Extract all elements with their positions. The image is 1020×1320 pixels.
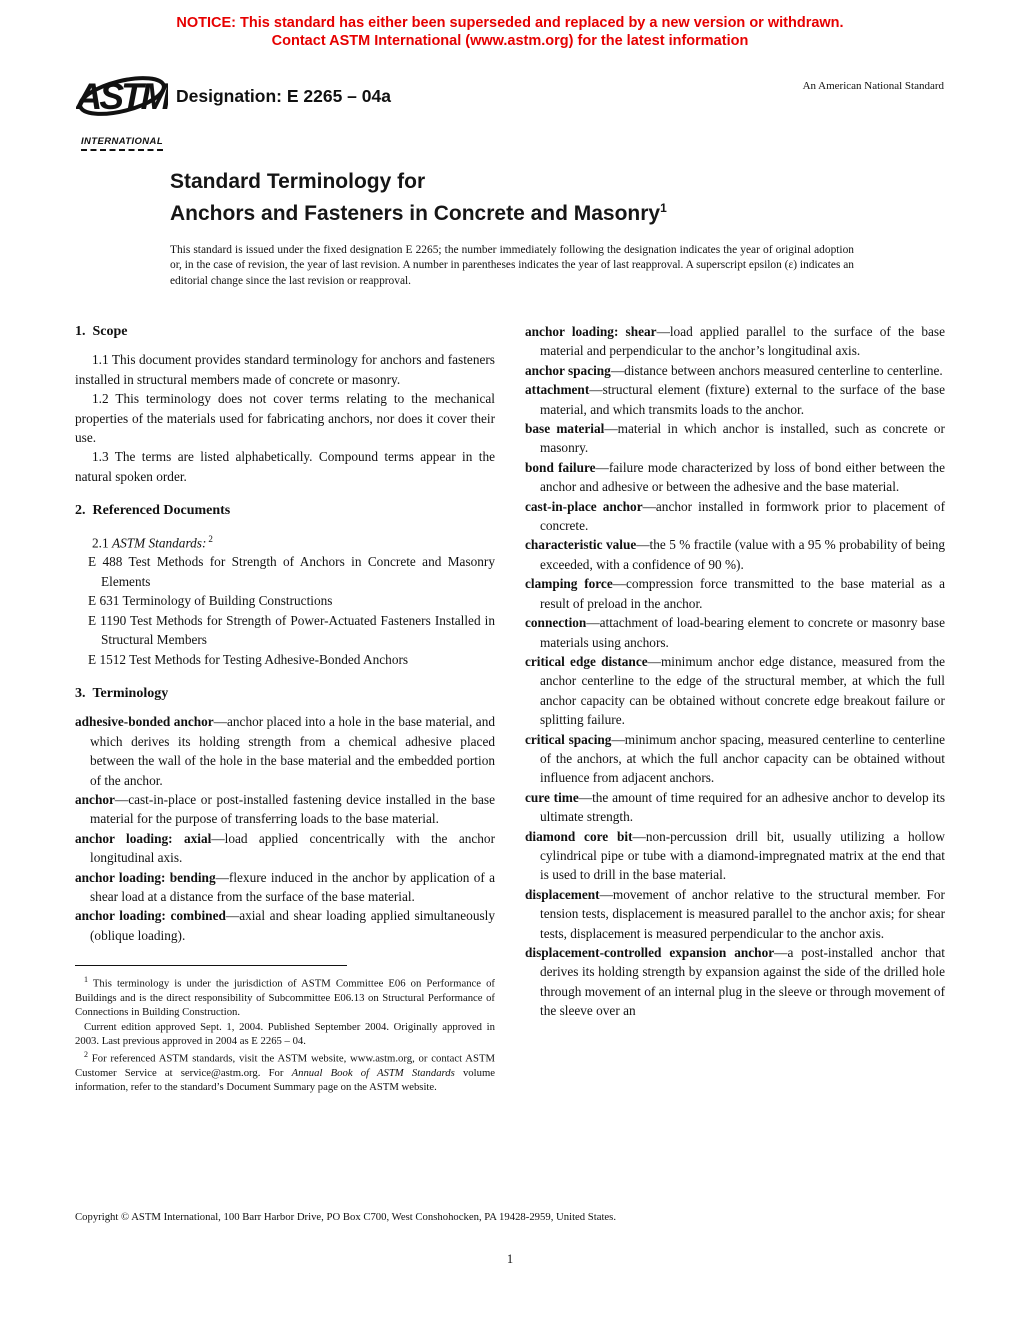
- astm-standards-lead-in: 2.1 ASTM Standards: $^2$: [92, 533, 213, 551]
- term-entry: displacement—movement of anchor relative to the structural member. For tension tests, displacement is measured parallel to the anchor axis; for shear tests, displacement is measured perpendicular to the anchor axis.: [525, 886, 945, 941]
- superseded-notice: [0, 15, 1020, 50]
- issuance-note: This standard is issued under the fixed designation E 2265; the number immediately following the designation indicates the year of original adoption or, in the case of revision, the year of last revision. A number in parentheses indicates the year of last reapproval. A superscript epsilon (ε) indicates an editorial change since the last revision or reapproval.: [170, 244, 854, 287]
- notice-line-2: Contact ASTM International (www.astm.org) for the latest information: [271, 32, 749, 49]
- astm-logo: [74, 68, 170, 151]
- astm-logo-international-label: INTERNATIONAL: [81, 136, 163, 151]
- term-entry: anchor loading: shear—load applied parallel to the surface of the base material and perpendicular to the anchor’s longitudinal axis.: [525, 324, 945, 359]
- american-national-standard-label: An American National Standard: [802, 80, 944, 92]
- term-entry: anchor loading: combined—axial and shear loading applied simultaneously (oblique loading).: [75, 908, 495, 943]
- referenced-standard: E 1190 Test Methods for Strength of Power-Actuated Fasteners Installed in Structural Members: [88, 612, 495, 648]
- title-footnote-marker: 1: [660, 201, 667, 215]
- left-column: [75, 322, 495, 1095]
- term-entry: diamond core bit—non-percussion drill bit, usually utilizing a hollow cylindrical pipe or tube with a diamond-impregnated matrix at the end that is used to drill in the base material.: [525, 828, 945, 883]
- scope-paragraph-1-2: 1.2 This terminology does not cover terms relating to the mechanical properties of the materials used for fabricating anchors, nor does it cover their use.: [75, 391, 495, 446]
- term-entry: bond failure—failure mode characterized by loss of bond either between the anchor and adhesive or between the adhesive and the base material.: [525, 459, 945, 495]
- term-entry: anchor—cast-in-place or post-installed fastening device installed in the base material for the purpose of transferring loads to the base material.: [75, 791, 495, 827]
- section-heading-referenced-documents: 2. Referenced Documents: [75, 503, 231, 519]
- term-entry: anchor loading: axial—load applied concentrically with the anchor longitudinal axis.: [75, 830, 495, 866]
- term-entry: critical edge distance—minimum anchor edge distance, measured from the anchor centerline to the edge of the structural member, at which the full anchor capacity can be obtained without concrete edge breakout failure or splitting failure.: [525, 653, 945, 728]
- referenced-footnote-marker: 2: [208, 533, 213, 544]
- right-column: [525, 322, 945, 1095]
- footnote-divider: [75, 965, 347, 966]
- scope-paragraph-1-1: 1.1 This document provides standard terminology for anchors and fasteners installed in structural members made of concrete or masonry.: [75, 352, 495, 387]
- section-heading-terminology: 3. Terminology: [75, 685, 169, 701]
- section-heading-scope: 1. Scope: [75, 324, 128, 339]
- footnote-edition: Current edition approved Sept. 1, 2004. Published September 2004. Originally approved in 2003. Last previous approved in 2004 as E 2265 – 04.: [75, 1020, 495, 1047]
- footnote-1: $^1$ This terminology is under the jurisdiction of ASTM Committee E06 on Performance of Buildings and is the direct responsibility of Subcommittee E06.13 on Structural Performance of Connections in Building Construction.: [75, 975, 495, 1019]
- term-entry: anchor spacing—distance between anchors measured centerline to centerline.: [525, 362, 943, 378]
- term-entry: cure time—the amount of time required for an adhesive anchor to develop its ultimate strength.: [525, 789, 945, 825]
- astm-globe-icon: [76, 68, 168, 126]
- title-line-2: Anchors and Fasteners in Concrete and Masonry$^1$: [170, 201, 667, 225]
- term-entry: cast-in-place anchor—anchor installed in formwork prior to placement of concrete.: [525, 498, 946, 534]
- svg-text:ASTM: ASTM: [76, 76, 168, 117]
- term-entry: critical spacing—minimum anchor spacing, measured centerline to centerline of the anchors, at which the full anchor capacity can be obtained without influence from adjacent anchors.: [525, 731, 946, 786]
- copyright-line: Copyright © ASTM International, 100 Barr Harbor Drive, PO Box C700, West Conshohocken, PA 19428-2959, United States.: [75, 1211, 617, 1223]
- referenced-standard: E 631 Terminology of Building Constructions: [88, 593, 333, 609]
- term-entry: characteristic value—the 5 % fractile (value with a 95 % probability of being exceeded, with a confidence of 90 %).: [525, 537, 945, 572]
- term-entry: adhesive-bonded anchor—anchor placed into a hole in the base material, and which derives its holding strength from a chemical adhesive placed between the wall of the hole in the base material and the embedded portion of the anchor.: [75, 714, 495, 788]
- body-columns: [75, 322, 945, 1095]
- footnote-2: $^2$ For referenced ASTM standards, visit the ASTM website, www.astm.org, or contact ASTM Customer Service at service@astm.org. For Annual Book of ASTM Standards volume information, refer to the standard’s Document Summary page on the ASTM website.: [75, 1050, 496, 1094]
- term-entry: attachment—structural element (fixture) external to the surface of the base material, and which transmits loads to the anchor.: [525, 382, 945, 417]
- title-line-1: Standard Terminology for: [170, 170, 426, 193]
- document-title: [170, 168, 890, 227]
- notice-line-1: NOTICE: This standard has either been superseded and replaced by a new version or withdrawn.: [176, 15, 844, 31]
- term-entry: base material—material in which anchor is installed, such as concrete or masonry.: [525, 421, 945, 456]
- referenced-standard: E 488 Test Methods for Strength of Anchors in Concrete and Masonry Elements: [88, 554, 495, 589]
- term-entry: displacement-controlled expansion anchor—a post-installed anchor that derives its holding strength by expansion against the side of the drilled hole through movement of an internal plug in the sleeve or through movement of the sleeve over an: [525, 945, 945, 1019]
- designation: Designation: E 2265 – 04a: [176, 86, 391, 106]
- term-entry: anchor loading: bending—flexure induced in the anchor by application of a shear load at a distance from the surface of the base material.: [75, 869, 495, 904]
- page-number: 1: [506, 1252, 514, 1266]
- scope-paragraph-1-3: 1.3 The terms are listed alphabetically. Compound terms appear in the natural spoken order.: [75, 449, 495, 484]
- term-entry: clamping force—compression force transmitted to the base material as a result of preload in the anchor.: [525, 576, 945, 611]
- referenced-standard: E 1512 Test Methods for Testing Adhesive-Bonded Anchors: [88, 651, 409, 667]
- term-entry: connection—attachment of load-bearing element to concrete or masonry base materials using anchors.: [525, 615, 945, 650]
